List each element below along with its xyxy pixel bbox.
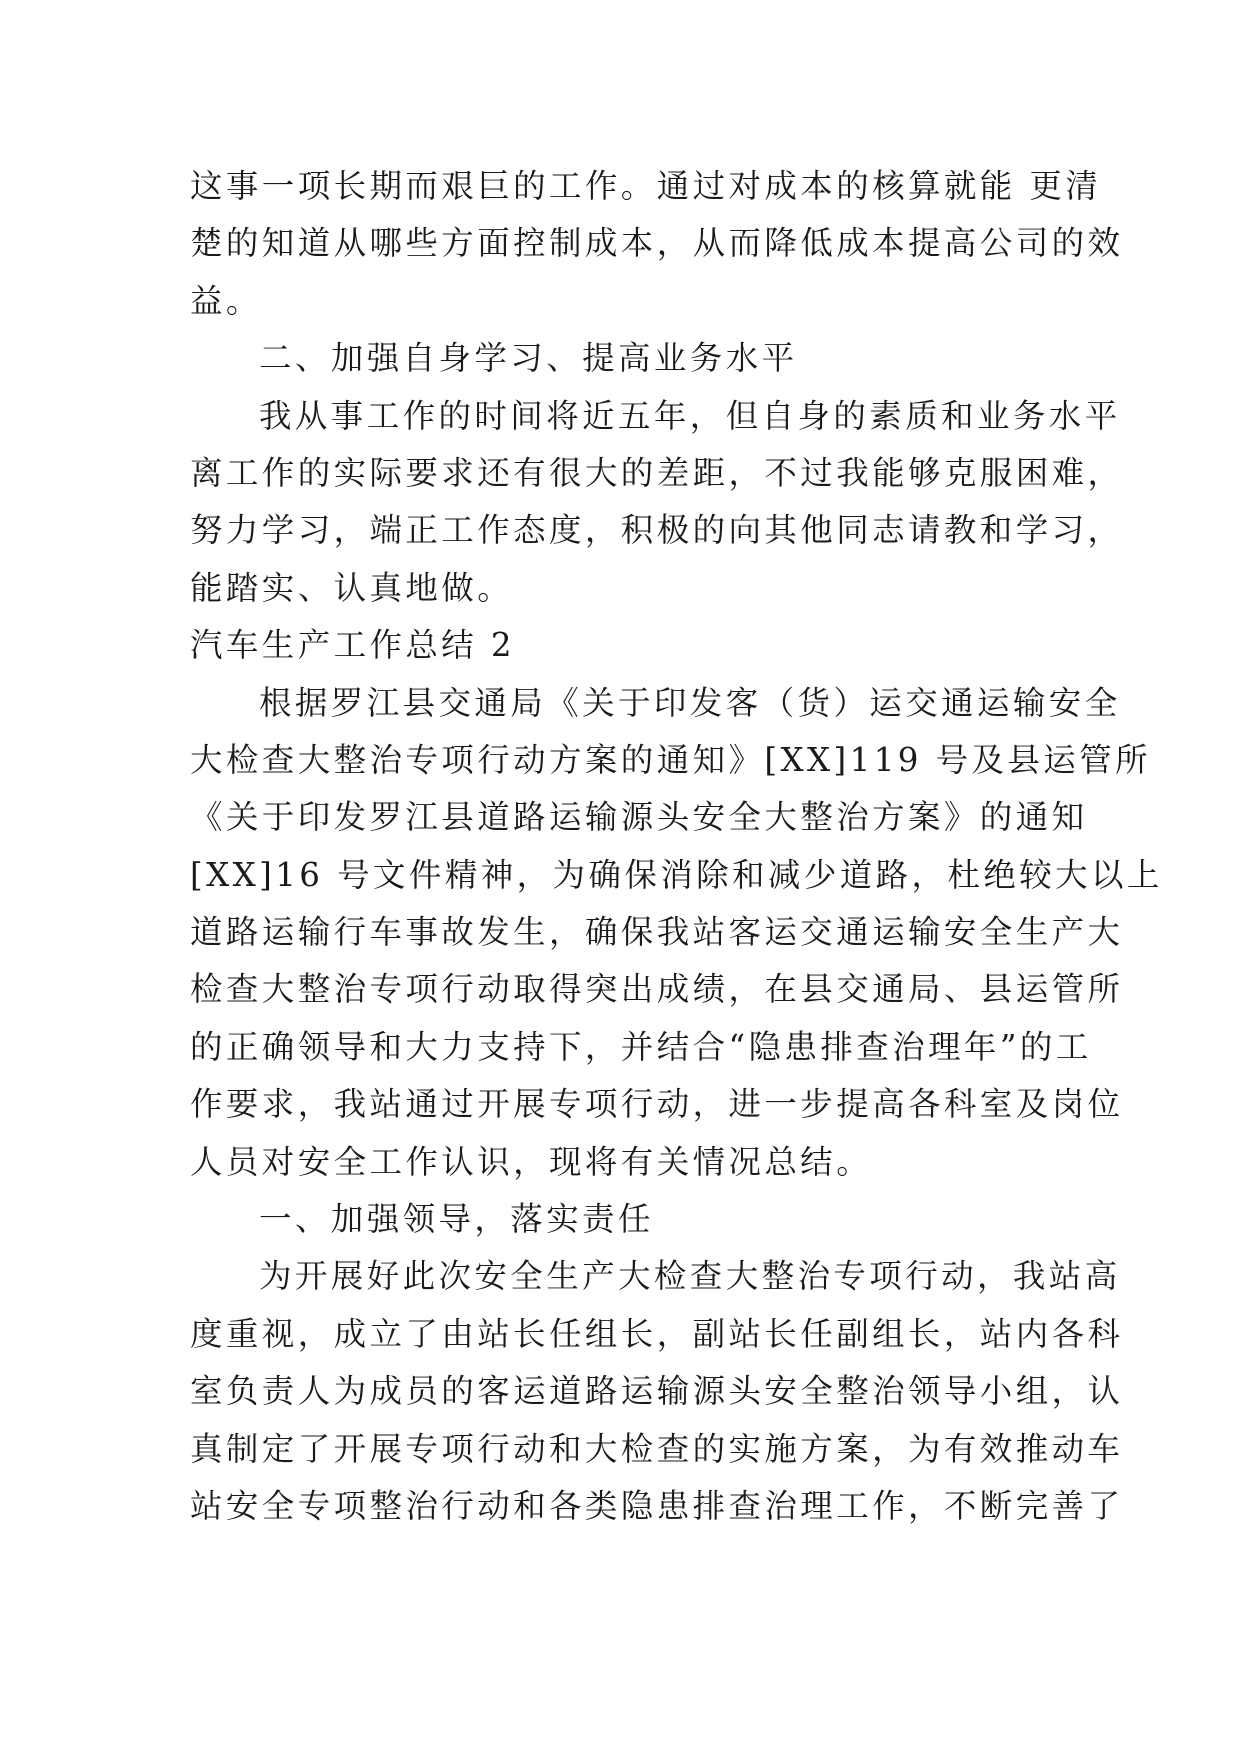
text-line: 真制定了开展专项行动和大检查的实施方案，为有效推动车 (190, 1429, 1124, 1468)
text-line: 的正确领导和大力支持下，并结合“隐患排查治理年”的工 (190, 1027, 1092, 1066)
text-line: 这事一项长期而艰巨的工作。通过对成本的核算就能 更清 (190, 167, 1102, 205)
text-line: 人员对安全工作认识，现将有关情况总结。 (190, 1142, 873, 1181)
text-line: 《关于印发罗江县道路运输源头安全大整治方案》的通知 (190, 798, 1088, 837)
text-line: 楚的知道从哪些方面控制成本，从而降低成本提高公司的效 (190, 224, 1124, 263)
text-line: 作要求，我站通过开展专项行动，进一步提高各科室及岗位 (190, 1085, 1124, 1124)
text-line: 益。 (190, 281, 262, 320)
text-line: 大检查大整治专项行动方案的通知》[XX]119 号及县运管所 (190, 740, 1151, 779)
text-line: 站安全专项整治行动和各类隐患排查治理工作，不断完善了 (190, 1486, 1124, 1525)
text-line: 离工作的实际要求还有很大的差距，不过我能够克服困难， (190, 453, 1124, 492)
text-line: 为开展好此次安全生产大检查大整治专项行动，我站高 (259, 1257, 1121, 1296)
text-line: 度重视，成立了由站长任组长，副站长任副组长，站内各科 (190, 1314, 1124, 1353)
section-heading: 一、加强领导，落实责任 (259, 1200, 654, 1239)
text-line: 室负责人为成员的客运道路运输源头安全整治领导小组，认 (190, 1372, 1124, 1411)
section-heading: 二、加强自身学习、提高业务水平 (259, 339, 798, 378)
text-line: [XX]16 号文件精神，为确保消除和减少道路，杜绝较大以上 (190, 855, 1163, 894)
document-title: 汽车生产工作总结 2 (190, 626, 516, 665)
text-line: 检查大整治专项行动取得突出成绩，在县交通局、县运管所 (190, 970, 1124, 1009)
text-line: 能踏实、认真地做。 (190, 568, 514, 607)
text-line: 道路运输行车事故发生，确保我站客运交通运输安全生产大 (190, 913, 1124, 952)
text-line: 根据罗江县交通局《关于印发客（货）运交通运输安全 (259, 683, 1121, 722)
text-line: 我从事工作的时间将近五年，但自身的素质和业务水平 (259, 396, 1121, 435)
document-body (190, 158, 1163, 1535)
text-line: 努力学习，端正工作态度，积极的向其他同志请教和学习， (190, 511, 1124, 550)
